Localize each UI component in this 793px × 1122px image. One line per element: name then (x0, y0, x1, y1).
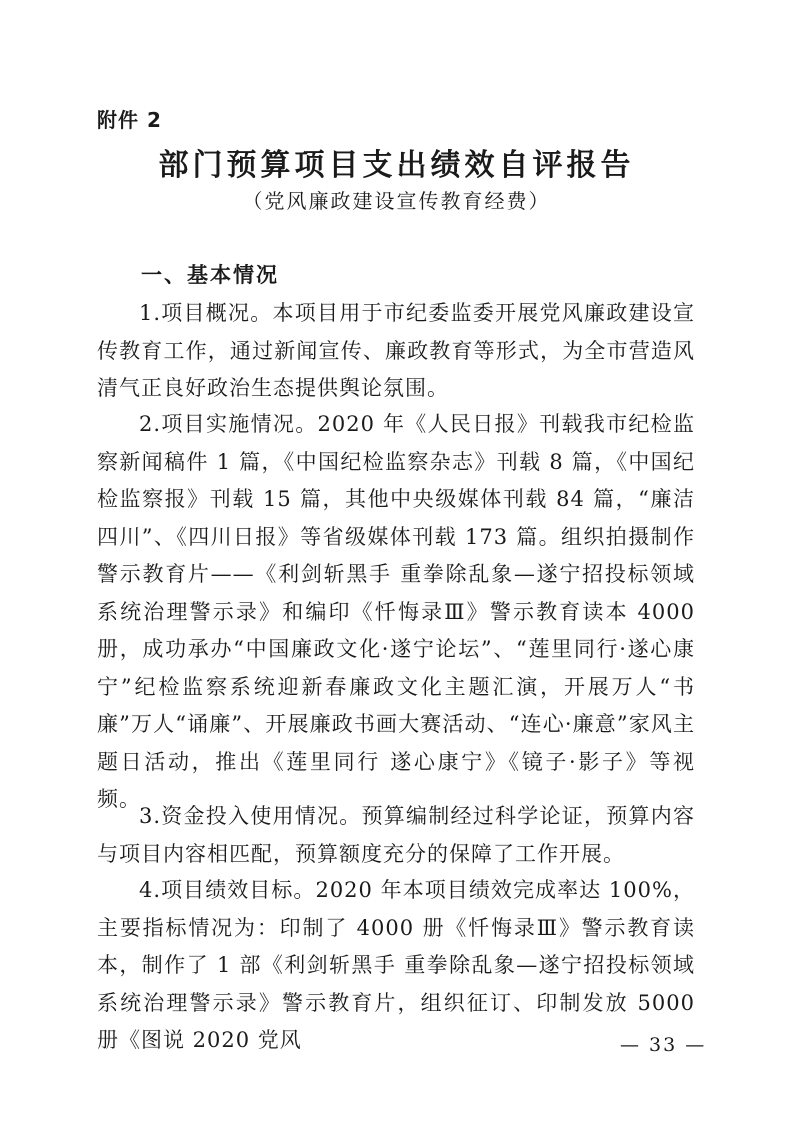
paragraph-implementation: 2.项目实施情况。2020 年《人民日报》刊载我市纪检监察新闻稿件 1 篇，《中国纪检监察杂志》刊载 8 篇，《中国纪检监察报》刊载 15 篇，其他中央级媒体刊载 84 篇，“廉洁四川”、《四川日报》等省级媒体刊载 173 篇。组织拍摄制作警示教育片——《利剑斩黑手 重拳除乱象—遂宁招投标领域系统治理警示录》和编印《忏悔录Ⅲ》警示教育读本 4000 册，成功承办“中国廉政文化·遂宁论坛”、“莲里同行·遂心康宁”纪检监察系统迎新春廉政文化主题汇演，开展万人“书廉”万人“诵廉”、开展廉政书画大赛活动、“连心·廉意”家风主题日活动，推出《莲里同行 遂心康宁》《镜子·影子》等视频。 (97, 412, 695, 811)
paragraph-project-overview: 1.项目概况。本项目用于市纪委监委开展党风廉政建设宣传教育工作，通过新闻宣传、廉政教育等形式，为全市营造风清气正良好政治生态提供舆论氛围。 (97, 301, 695, 400)
page-number: — 33 — (620, 1034, 707, 1056)
document-title: 部门预算项目支出绩效自评报告 (158, 148, 635, 183)
attachment-label: 附件 2 (97, 108, 162, 132)
paragraph-funding: 3.资金投入使用情况。预算编制经过科学论证，预算内容与项目内容相匹配，预算额度充分的保障了工作开展。 (97, 804, 695, 866)
paragraph-performance-goals: 4.项目绩效目标。2020 年本项目绩效完成率达 100%，主要指标情况为：印制了 4000 册《忏悔录Ⅲ》警示教育读本，制作了 1 部《利剑斩黑手 重拳除乱象—遂宁招投标领域系统治理警示录》警示教育片，组织征订、印制发放 5000 册《图说 2020 党风 (97, 878, 695, 1052)
document-subtitle: （党风廉政建设宣传教育经费） (242, 189, 551, 213)
section-heading-basic-info: 一、基本情况 (141, 263, 279, 287)
